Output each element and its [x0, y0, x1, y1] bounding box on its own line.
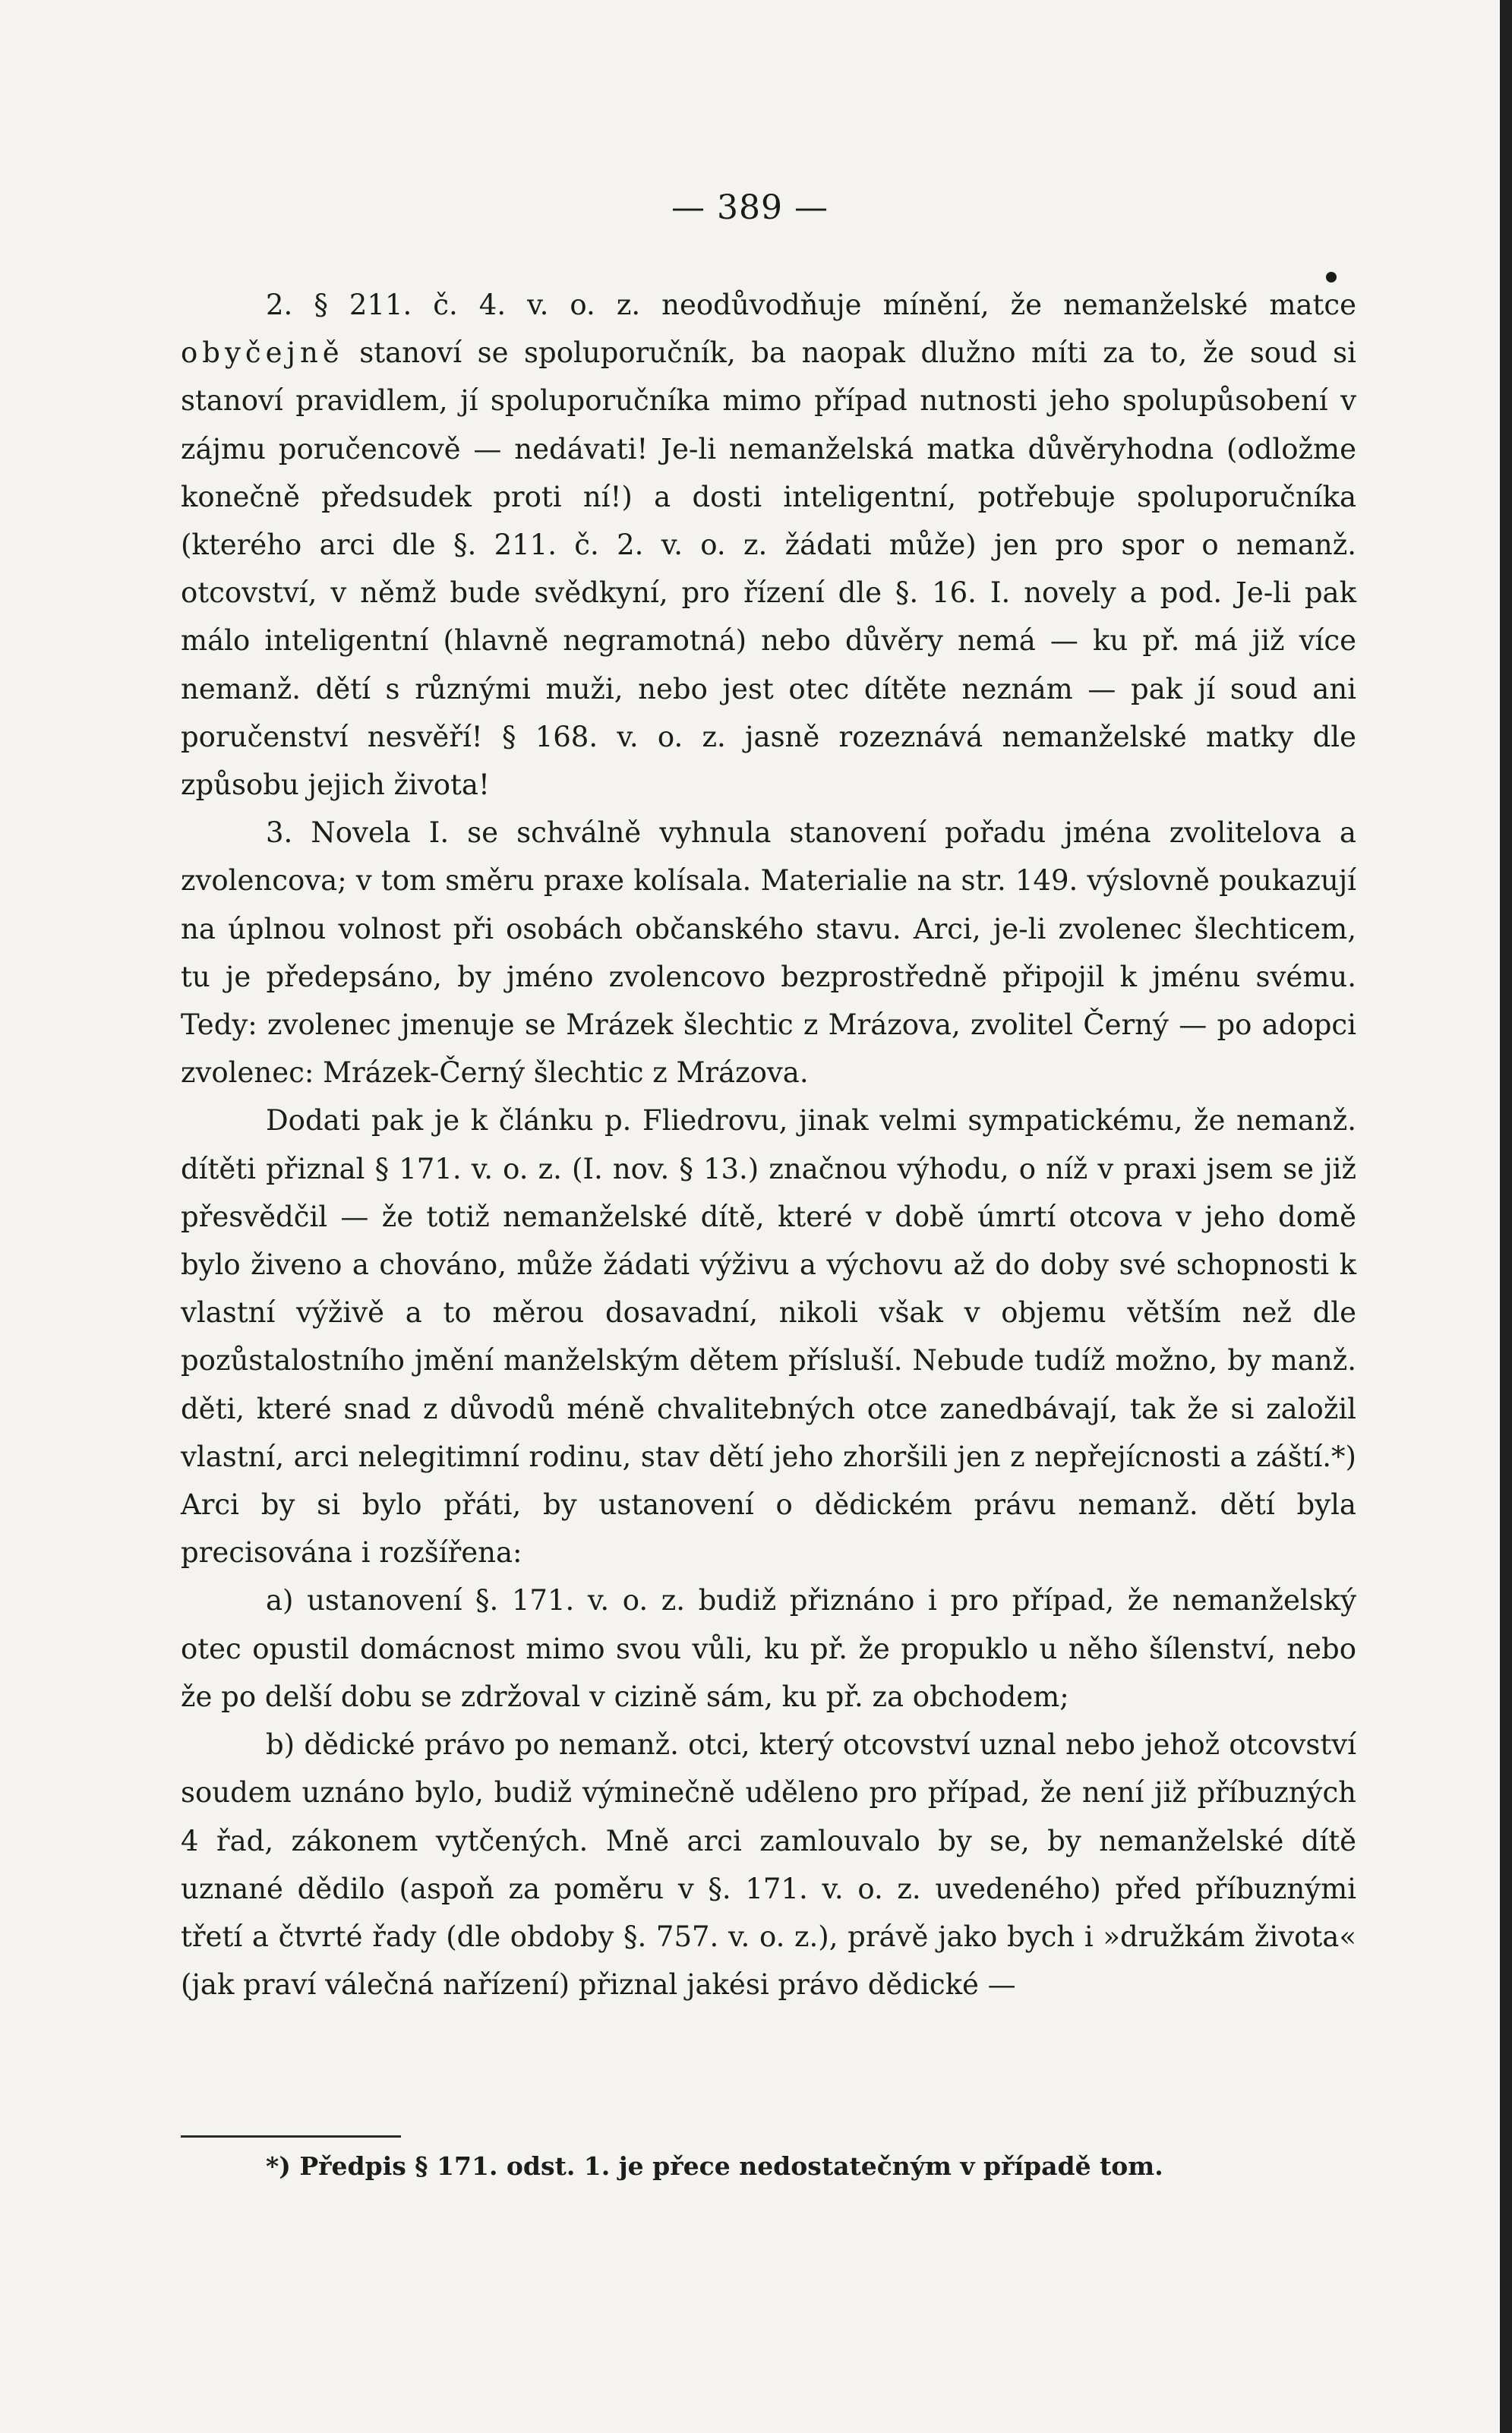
footnote: *) Předpis § 171. odst. 1. je přece nedostatečným v případě tom.: [266, 2151, 1163, 2181]
paragraph-point-2-start: 2. § 211. č. 4. v. o. z. neodůvodňuje mínění, že nemanželské matce: [266, 289, 1356, 321]
paragraph-item-a: a) ustanovení §. 171. v. o. z. budiž přiznáno i pro případ, že nemanželský otec opustil domácnost mimo svou vůli, ku př. že propuklo u něho šílenství, nebo že po delší dobu se zdržoval v cizině sám, ku př. za obchodem;: [181, 1584, 1356, 1713]
paragraph-point-2: [181, 281, 1356, 809]
body-text: [181, 281, 1356, 2009]
paragraph-item-b: b) dědické právo po nemanž. otci, který otcovství uznal nebo jehož otcovství soudem uznáno bylo, budiž výminečně uděleno pro případ, že není již příbuzných 4 řad, zákonem vytčených. Mně arci zamlouvalo by se, by nemanželské dítě uznané dědilo (aspoň za poměru v §. 171. v. o. z. uvedeného) před příbuznými třetí a čtvrté řady (dle obdoby §. 757. v. o. z.), právě jako bych i »družkám života« (jak praví válečná nařízení) přiznal jakési právo dědické —: [181, 1728, 1356, 2002]
scan-border: [1500, 0, 1512, 2433]
footnote-divider: [181, 2135, 401, 2138]
paragraph-point-3: 3. Novela I. se schválně vyhnula stanovení pořadu jména zvolitelova a zvolencova; v tom směru praxe kolísala. Materialie na str. 149. výslovně poukazují na úplnou volnost při osobách občanského stavu. Arci, je-li zvolenec šlechticem, tu je předepsáno, by jméno zvolencovo bezprostředně připojil k jménu svému. Tedy: zvolenec jmenuje se Mrázek šlechtic z Mrázova, zvolitel Černý — po adopci zvolenec: Mrázek-Černý šlechtic z Mrázova.: [181, 816, 1356, 1090]
paragraph-addendum: Dodati pak je k článku p. Fliedrovu, jinak velmi sympatickému, že nemanž. dítěti přiznal § 171. v. o. z. (I. nov. § 13.) značnou výhodu, o níž v praxi jsem se již přesvědčil — že totiž nemanželské dítě, které v době úmrtí otcova v jeho domě bylo živeno a chováno, může žádati výživu a výchovu až do doby své schopnosti k vlastní výživě a to měrou dosavadní, nikoli však v objemu větším než dle pozůstalostního jmění manželským dětem přísluší. Nebude tudíž možno, by manž. děti, které snad z důvodů méně chvalitebných otce zanedbávají, tak že si založil vlastní, arci nelegitimní rodinu, stav dětí jeho zhoršili jen z nepřejícnosti a záští.*) Arci by si bylo přáti, by ustanovení o dědickém právu nemanž. dětí byla precisována i rozšířena:: [181, 1104, 1356, 1570]
page-number: — 389 —: [671, 188, 829, 227]
emphasized-word: obyčejně: [181, 336, 344, 370]
paragraph-point-2-rest: stanoví se spoluporučník, ba naopak dlužno míti za to, že soud si stanoví pravidlem, jí spoluporučníka mimo případ nutnosti jeho spolupůsobení v zájmu poručencově — nedávati! Je-li nemanželská matka důvěryhodna (odložme konečně předsudek proti ní!) a dosti inteligentní, potřebuje spoluporučníka (kterého arci dle §. 211. č. 2. v. o. z. žádati může) jen pro spor o nemanž. otcovství, v němž bude svědkyní, pro řízení dle §. 16. I. novely a pod. Je-li pak málo inteligentní (hlavně negramotná) nebo důvěry nemá — ku př. má již více nemanž. dětí s různými muži, nebo jest otec dítěte neznám — pak jí soud ani poručenství nesvěří! § 168. v. o. z. jasně rozeznává nemanželské matky dle způsobu jejich života!: [181, 336, 1356, 802]
